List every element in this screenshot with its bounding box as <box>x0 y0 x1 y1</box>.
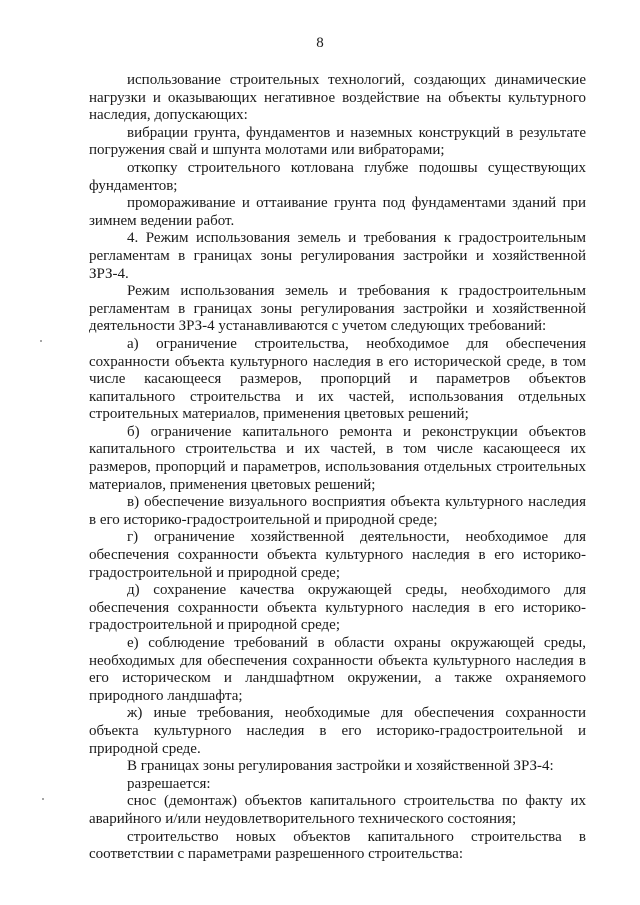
paragraph-8: в) обеспечение визуального восприятия объекта культурного наследия в его историко-градостроительной и природной среде; <box>89 494 586 528</box>
scan-speck <box>40 340 42 342</box>
paragraph-9: г) ограничение хозяйственной деятельности, необходимое для обеспечения сохранности объекта культурного наследия в его историко-градостроительной и природной среде; <box>89 529 586 581</box>
paragraph-7: б) ограничение капитального ремонта и реконструкции объектов капитального строительства и их частей, в том числе касающееся их размеров, пропорций и параметров, использования отдельных строительных материалов, применения цветовых решений; <box>89 423 586 493</box>
paragraph-2: откопку строительного котлована глубже подошвы существующих фундаментов; <box>89 159 586 194</box>
paragraph-16: строительство новых объектов капитального строительства в соответствии с параметрами разрешенного строительства: <box>89 828 586 863</box>
paragraph-11: е) соблюдение требований в области охраны окружающей среды, необходимых для обеспечения сохранности объекта культурного наследия в его историческом и ландшафтном окружении, а также охраняемого природного ландшафта; <box>89 635 586 704</box>
paragraph-3: промораживание и оттаивание грунта под фундаментами зданий при зимнем ведении работ. <box>89 195 586 229</box>
paragraph-12: ж) иные требования, необходимые для обеспечения сохранности объекта культурного наследия в его историко-градостроительной и природной среде. <box>89 705 586 757</box>
paragraph-14: разрешается: <box>127 775 211 792</box>
paragraph-5: Режим использования земель и требования к градостроительным регламентам в границах зоны регулирования застройки и хозяйственной деятельности ЗРЗ-4 устанавливаются с учетом следующих требований: <box>89 283 586 335</box>
paragraph-6: а) ограничение строительства, необходимое для обеспечения сохранности объекта культурного наследия в его исторической среде, в том числе касающееся размеров, пропорций и параметров объектов капитального строительства и их частей, использования отдельных строительных материалов, применения цветовых решений; <box>89 335 586 423</box>
paragraph-4: 4. Режим использования земель и требования к градостроительным регламентам в границах зоны регулирования застройки и хозяйственной ЗРЗ-4. <box>89 230 586 282</box>
scan-speck <box>42 798 44 800</box>
document-body <box>89 72 586 864</box>
paragraph-13: В границах зоны регулирования застройки и хозяйственной ЗРЗ-4: <box>127 758 554 775</box>
paragraph-1: вибрации грунта, фундаментов и наземных конструкций в результате погружения свай и шпунта молотами или вибраторами; <box>89 124 586 159</box>
paragraph-15: снос (демонтаж) объектов капитального строительства по факту их аварийного и/или неудовлетворительного технического состояния; <box>89 793 586 827</box>
page-number: 8 <box>316 35 324 51</box>
paragraph-10: д) сохранение качества окружающей среды, необходимого для обеспечения сохранности объекта культурного наследия в его историко-градостроительной и природной среде; <box>89 582 586 634</box>
paragraph-0: использование строительных технологий, создающих динамические нагрузки и оказывающих негативное воздействие на объекты культурного наследия, допускающих: <box>89 72 586 124</box>
